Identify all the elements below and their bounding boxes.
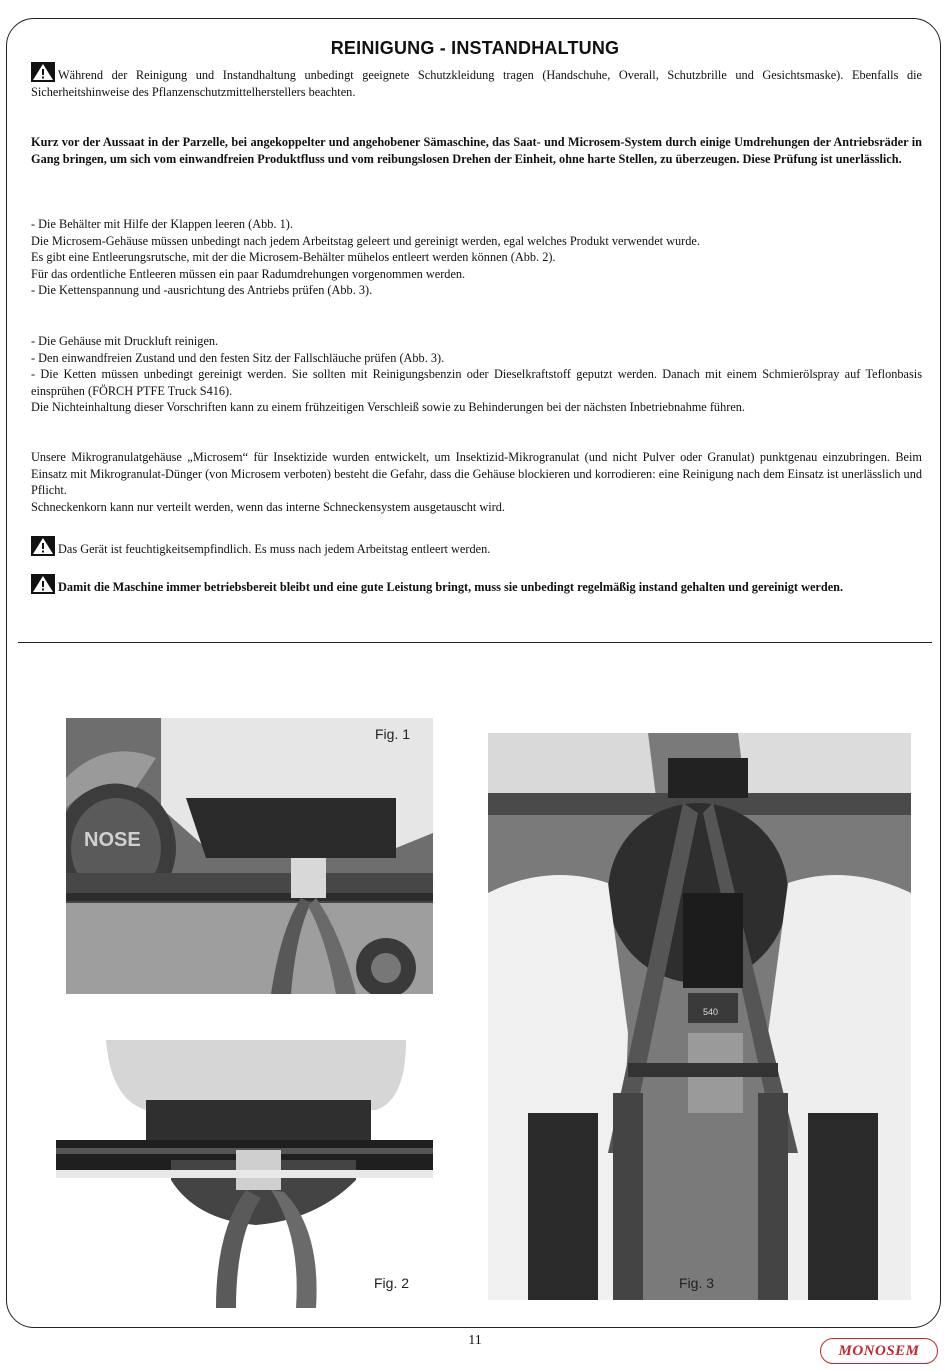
text-line: Schneckenkorn kann nur verteilt werden, wenn das interne Schneckensystem ausgetauscht wird. — [31, 499, 505, 514]
maintenance-warning — [31, 574, 922, 596]
page-number: 11 — [468, 1333, 482, 1348]
monosem-logo — [820, 1338, 938, 1364]
warning-triangle-icon — [31, 574, 55, 594]
figure-1-caption: Fig. 1 — [375, 726, 411, 742]
figure-3-photo — [488, 733, 911, 1300]
humidity-warning — [31, 536, 922, 558]
text-line: - Den einwandfreien Zustand und den festen Sitz der Fallschläuche prüfen (Abb. 3). — [31, 350, 445, 365]
humidity-text: Das Gerät ist feuchtigkeitsempfindlich. Es muss nach jedem Arbeitstag entleert werden. — [58, 542, 491, 556]
text-line: Die Microsem-Gehäuse müssen unbedingt nach jedem Arbeitstag geleert und gereinigt werden, egal welches Produkt verwendet wurde. — [31, 233, 700, 248]
pre-sowing-check-paragraph: Kurz vor der Aussaat in der Parzelle, bei angekoppelter und angehobener Sämaschine, das Saat- und Microsem-System durch einige Umdrehungen der Antriebsräder in Gang bringen, um sich vom einwandfreien Produktfluss und vom reibungslosen Drehen der Einheit, ohne harte Stellen, zu überzeugen. Diese Prüfung ist unerlässlich. — [31, 135, 922, 166]
figure-3-caption: Fig. 3 — [679, 1275, 715, 1291]
safety-paragraph — [31, 62, 922, 100]
warning-triangle-icon — [31, 536, 55, 556]
text-line: Unsere Mikrogranulatgehäuse „Microsem“ für Insektizide wurden entwickelt, um Insektizid-Mikrogranulat (und nicht Pulver oder Granulat) punktgenau einzubringen. Beim Einsatz mit Mikrogranulat-Dünger (von Microsem verboten) besteht die Gefahr, dass die Gehäuse blockieren und korrodieren: eine Reinigung nach dem Einsatz ist unerlässlich und Pflicht. — [31, 450, 922, 497]
fig1-photo-text: NOSE — [84, 829, 141, 851]
text-line: - Die Kettenspannung und -ausrichtung des Antriebs prüfen (Abb. 3). — [31, 283, 373, 297]
cleaning-paragraph — [31, 333, 922, 416]
text-line: - Die Behälter mit Hilfe der Klappen leeren (Abb. 1). — [31, 217, 293, 231]
section-divider — [18, 642, 932, 643]
figure-2-photo — [56, 1040, 433, 1308]
microgranulate-paragraph — [31, 449, 922, 515]
figure-1-photo — [66, 718, 433, 994]
text-line: Es gibt eine Entleerungsrutsche, mit der die Microsem-Behälter mühelos entleert werden können (Abb. 2). — [31, 250, 556, 264]
figure-2-caption: Fig. 2 — [374, 1275, 410, 1291]
text-line: - Die Gehäuse mit Druckluft reinigen. — [31, 334, 219, 348]
text-line: - Die Ketten müssen unbedingt gereinigt werden. Sie sollten mit Reinigungsbenzin oder Dieselkraftstoff geputzt werden. Danach mit einem Schmierölspray auf Teflonbasis einsprühen (FÖRCH PTFE Truck S416). — [31, 367, 922, 398]
logo-text: MONOSEM — [838, 1342, 920, 1359]
emptying-paragraph — [31, 216, 922, 299]
fig3-pto-label: 540 — [703, 1007, 719, 1017]
maintenance-text: Damit die Maschine immer betriebsbereit bleibt und eine gute Leistung bringt, muss sie unbedingt regelmäßig instand gehalten und gereinigt werden. — [58, 580, 844, 594]
text-line: Die Nichteinhaltung dieser Vorschriften kann zu einem frühzeitigen Verschleiß sowie zu Behinderungen bei der nächsten Inbetriebnahme führen. — [31, 400, 746, 414]
page-title: REINIGUNG - INSTANDHALTUNG — [330, 38, 620, 58]
safety-text: Während der Reinigung und Instandhaltung unbedingt geeignete Schutzkleidung tragen (Handschuhe, Overall, Schutzbrille und Gesichtsmaske). Ebenfalls die Sicherheitshinweise des Pflanzenschutzmittelherstellers beachten. — [31, 68, 922, 99]
warning-triangle-icon — [31, 62, 55, 82]
text-line: Für das ordentliche Entleeren müssen ein paar Radumdrehungen vorgenommen werden. — [31, 266, 466, 281]
